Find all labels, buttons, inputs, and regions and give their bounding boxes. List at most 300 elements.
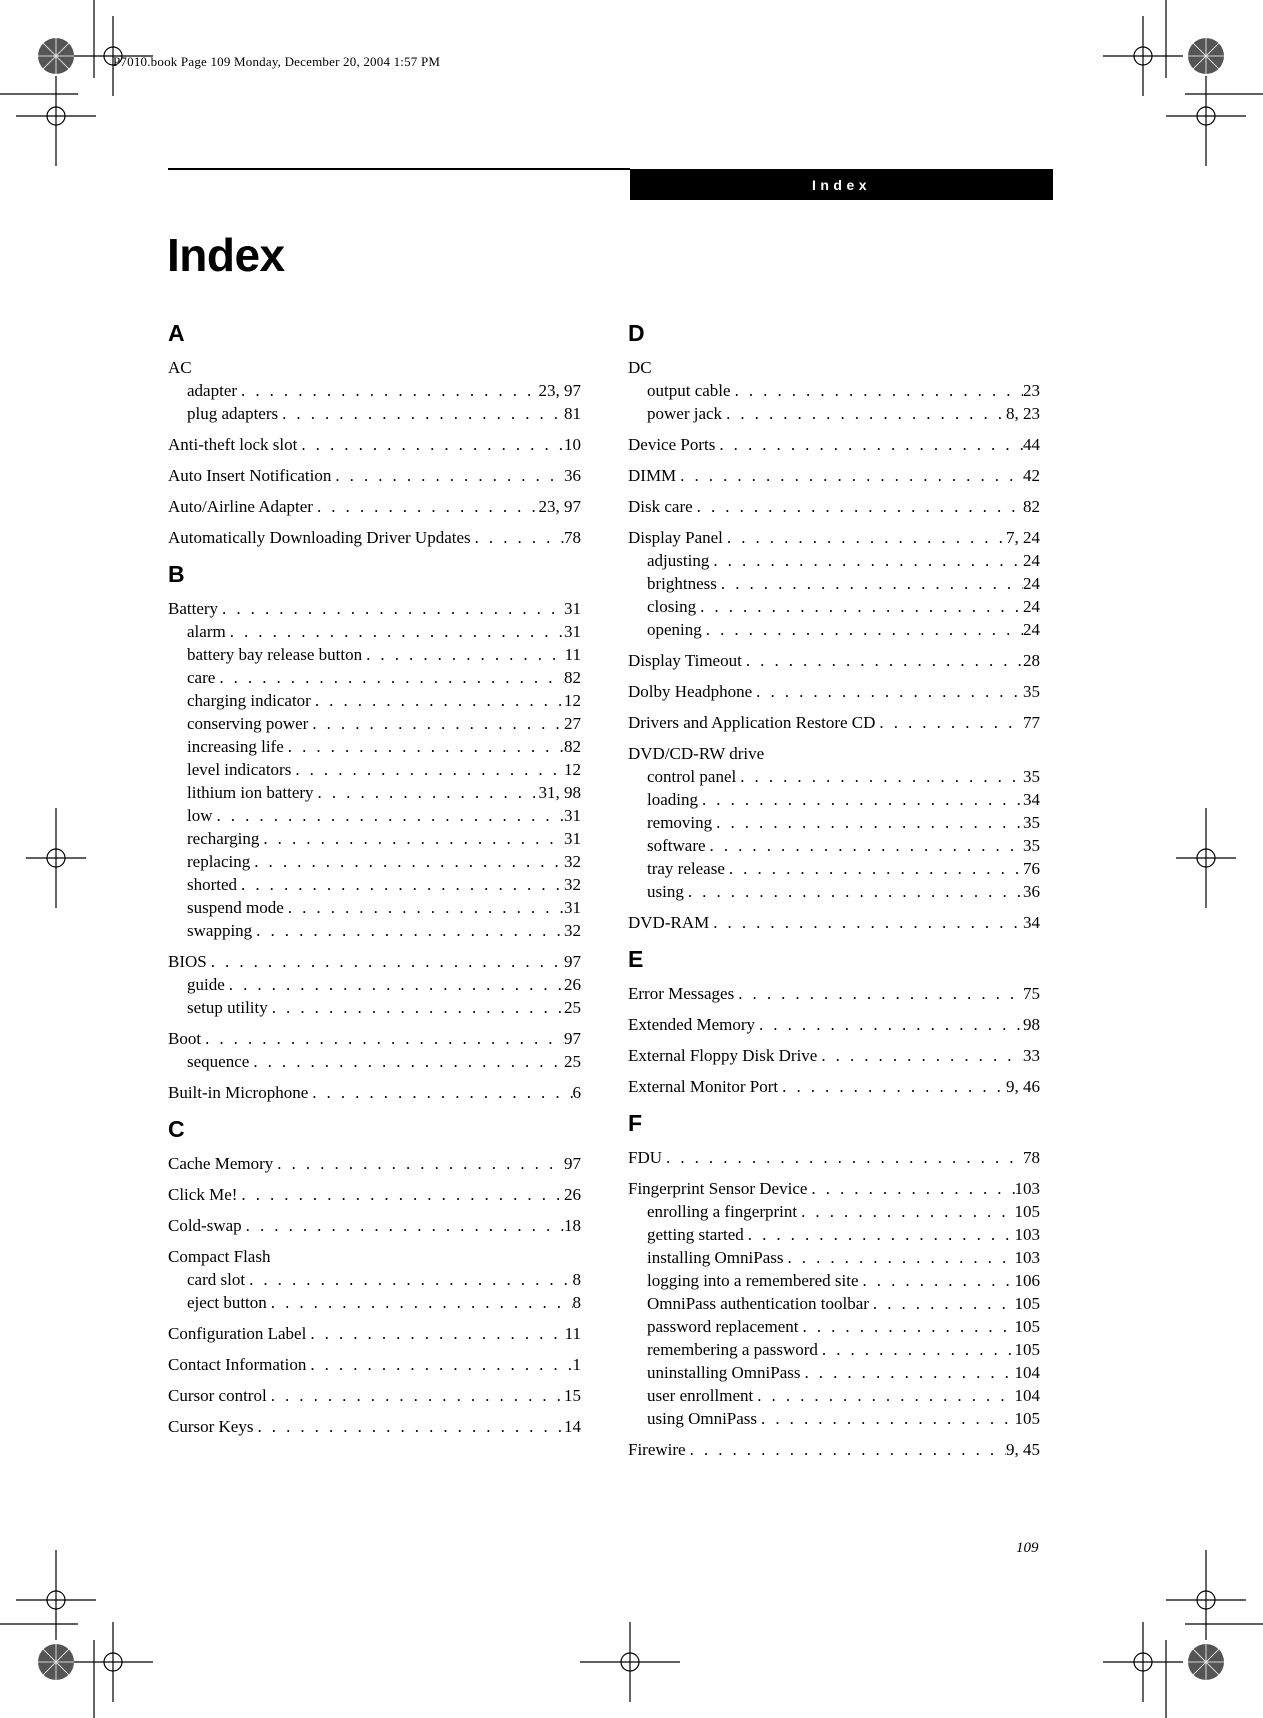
index-term: Extended Memory xyxy=(628,1015,755,1034)
index-entry xyxy=(168,1415,581,1438)
index-entry-group xyxy=(168,495,581,518)
index-subentry xyxy=(168,896,581,919)
dot-leader xyxy=(725,857,1023,880)
index-page-ref: 75 xyxy=(1023,984,1040,1003)
index-entry xyxy=(168,1183,581,1206)
index-term: Drivers and Application Restore CD xyxy=(628,713,876,732)
index-subentry xyxy=(168,758,581,781)
index-page-ref: 103 xyxy=(1014,1248,1040,1267)
index-entry-group xyxy=(168,1027,581,1073)
dot-leader xyxy=(800,1361,1014,1384)
index-entry-group xyxy=(628,742,1040,903)
index-term: Display Timeout xyxy=(628,651,742,670)
index-subentry xyxy=(168,712,581,735)
index-subentry xyxy=(628,765,1040,788)
index-page-ref: 36 xyxy=(1023,882,1040,901)
index-section-d xyxy=(628,318,1040,934)
index-page-ref: 34 xyxy=(1023,790,1040,809)
index-section-c xyxy=(168,1114,581,1438)
index-subentry xyxy=(168,379,581,402)
index-term: replacing xyxy=(187,852,251,871)
index-term: recharging xyxy=(187,829,260,848)
index-page-ref: 11 xyxy=(564,1324,581,1343)
index-term: loading xyxy=(647,790,698,809)
index-subentry xyxy=(168,1050,581,1073)
index-page-ref: 78 xyxy=(564,528,581,547)
index-page-ref: 105 xyxy=(1014,1202,1040,1221)
dot-leader xyxy=(753,1384,1014,1407)
index-page-ref: 23, 97 xyxy=(538,381,581,400)
index-page-ref: 36 xyxy=(564,466,581,485)
index-page-ref: 103 xyxy=(1014,1179,1040,1198)
dot-leader xyxy=(875,711,1023,734)
index-entry-group xyxy=(168,356,581,425)
index-page-ref: 34 xyxy=(1023,913,1040,932)
index-term: getting started xyxy=(647,1225,744,1244)
dot-leader xyxy=(676,464,1023,487)
index-page-ref: 31, 98 xyxy=(538,783,581,802)
index-page-ref: 106 xyxy=(1014,1271,1040,1290)
index-term: card slot xyxy=(187,1270,246,1289)
index-term: Battery xyxy=(168,599,219,618)
index-subentry xyxy=(168,973,581,996)
index-subentry xyxy=(628,834,1040,857)
index-entry xyxy=(628,433,1040,456)
dot-leader xyxy=(284,735,564,758)
index-entry xyxy=(628,526,1040,549)
dot-leader xyxy=(242,1214,564,1237)
index-page-ref: 35 xyxy=(1023,836,1040,855)
index-entry xyxy=(628,1177,1040,1200)
dot-leader xyxy=(213,804,565,827)
index-entry-group xyxy=(168,597,581,942)
index-page-ref: 44 xyxy=(1023,435,1040,454)
index-term: output cable xyxy=(647,381,731,400)
dot-leader xyxy=(306,1322,564,1345)
index-page-ref: 103 xyxy=(1014,1225,1040,1244)
index-entry xyxy=(628,982,1040,1005)
dot-leader xyxy=(799,1315,1015,1338)
index-entry xyxy=(168,1384,581,1407)
dot-leader xyxy=(662,1146,1023,1169)
dot-leader xyxy=(273,1152,564,1175)
index-page-ref: 25 xyxy=(564,998,581,1017)
dot-leader xyxy=(723,526,1006,549)
index-subentry xyxy=(628,572,1040,595)
index-term: conserving power xyxy=(187,714,309,733)
dot-leader xyxy=(218,597,564,620)
index-subentry xyxy=(628,1315,1040,1338)
index-subentry xyxy=(628,1223,1040,1246)
dot-leader xyxy=(291,758,564,781)
index-subentry xyxy=(628,1200,1040,1223)
index-term: suspend mode xyxy=(187,898,284,917)
index-term: BIOS xyxy=(168,952,207,971)
index-entry-group xyxy=(168,1245,581,1314)
index-section-e xyxy=(628,944,1040,1098)
dot-leader xyxy=(807,1177,1014,1200)
index-subentry xyxy=(628,1269,1040,1292)
index-page-ref: 82 xyxy=(1023,497,1040,516)
index-subentry xyxy=(168,804,581,827)
index-page-ref: 12 xyxy=(564,760,581,779)
dot-leader xyxy=(245,1268,572,1291)
index-term: alarm xyxy=(187,622,226,641)
section-letter: A xyxy=(168,320,185,346)
dot-leader xyxy=(778,1075,1006,1098)
index-page-ref: 97 xyxy=(564,1029,581,1048)
dot-leader xyxy=(859,1269,1015,1292)
index-page-ref: 24 xyxy=(1023,597,1040,616)
index-term: DVD/CD-RW drive xyxy=(628,744,765,763)
dot-leader xyxy=(734,982,1023,1005)
dot-leader xyxy=(249,1050,564,1073)
dot-leader xyxy=(693,495,1023,518)
index-page-ref: 97 xyxy=(564,952,581,971)
index-entry xyxy=(168,1245,581,1268)
index-term: DVD-RAM xyxy=(628,913,710,932)
index-subentry xyxy=(628,402,1040,425)
index-page-ref: 31 xyxy=(564,829,581,848)
index-term: Boot xyxy=(168,1029,202,1048)
dot-leader xyxy=(731,379,1023,402)
index-term: Auto Insert Notification xyxy=(168,466,332,485)
index-term: guide xyxy=(187,975,225,994)
index-term: enrolling a fingerprint xyxy=(647,1202,798,1221)
index-page-ref: 25 xyxy=(564,1052,581,1071)
index-subentry xyxy=(168,919,581,942)
index-term: removing xyxy=(647,813,713,832)
index-term: adapter xyxy=(187,381,238,400)
dot-leader xyxy=(314,781,539,804)
index-page-ref: 24 xyxy=(1023,551,1040,570)
index-entry-group xyxy=(168,464,581,487)
index-entry-group xyxy=(628,1013,1040,1036)
index-column-left xyxy=(168,318,581,1448)
dot-leader xyxy=(306,1353,572,1376)
index-entry xyxy=(168,526,581,549)
index-page-ref: 77 xyxy=(1023,713,1040,732)
dot-leader xyxy=(252,919,564,942)
dot-leader xyxy=(311,689,564,712)
index-term: care xyxy=(187,668,216,687)
dot-leader xyxy=(702,618,1023,641)
index-term: Contact Information xyxy=(168,1355,307,1374)
index-entry xyxy=(628,711,1040,734)
index-page-ref: 12 xyxy=(564,691,581,710)
index-page-ref: 35 xyxy=(1023,682,1040,701)
section-letter: D xyxy=(628,320,645,346)
dot-leader xyxy=(331,464,564,487)
index-subentry xyxy=(168,827,581,850)
index-page-ref: 6 xyxy=(572,1083,581,1102)
index-term: low xyxy=(187,806,213,825)
section-letter: B xyxy=(168,561,185,587)
index-entry-group xyxy=(168,950,581,1019)
index-entry xyxy=(168,597,581,620)
index-entry xyxy=(628,464,1040,487)
index-term: swapping xyxy=(187,921,253,940)
index-page-ref: 97 xyxy=(564,1154,581,1173)
index-subentry xyxy=(628,1292,1040,1315)
index-term: uninstalling OmniPass xyxy=(647,1363,801,1382)
index-page-ref: 98 xyxy=(1023,1015,1040,1034)
dot-leader xyxy=(686,1438,1006,1461)
index-entry-group xyxy=(628,1075,1040,1098)
index-entry-group xyxy=(168,1214,581,1237)
index-term: Cursor Keys xyxy=(168,1417,254,1436)
index-subentry xyxy=(168,781,581,804)
index-entry-group xyxy=(168,1384,581,1407)
index-subentry xyxy=(168,643,581,666)
dot-leader xyxy=(755,1013,1023,1036)
index-entry xyxy=(168,1214,581,1237)
index-subentry xyxy=(628,1246,1040,1269)
index-term: brightness xyxy=(647,574,717,593)
index-page-ref: 82 xyxy=(564,737,581,756)
index-subentry xyxy=(628,618,1040,641)
index-subentry xyxy=(628,379,1040,402)
dot-leader xyxy=(783,1246,1014,1269)
index-entry-group xyxy=(628,495,1040,518)
index-subentry xyxy=(168,850,581,873)
dot-leader xyxy=(278,402,564,425)
index-entry xyxy=(168,950,581,973)
index-page-ref: 27 xyxy=(564,714,581,733)
index-term: Fingerprint Sensor Device xyxy=(628,1179,808,1198)
index-page-ref: 28 xyxy=(1023,651,1040,670)
index-entry-group xyxy=(168,1322,581,1345)
index-term: Configuration Label xyxy=(168,1324,307,1343)
index-term: tray release xyxy=(647,859,725,878)
index-subentry xyxy=(168,620,581,643)
index-page-ref: 76 xyxy=(1023,859,1040,878)
dot-leader xyxy=(308,712,564,735)
index-subentry xyxy=(168,996,581,1019)
index-entry-group xyxy=(628,433,1040,456)
index-term: software xyxy=(647,836,706,855)
index-term: plug adapters xyxy=(187,404,279,423)
index-term: Cold-swap xyxy=(168,1216,242,1235)
index-term: control panel xyxy=(647,767,737,786)
index-subentry xyxy=(168,402,581,425)
index-entry-group xyxy=(168,1353,581,1376)
index-entry xyxy=(628,495,1040,518)
dot-leader xyxy=(742,649,1023,672)
dot-leader xyxy=(250,850,564,873)
index-section-b xyxy=(168,559,581,1104)
index-entry-group xyxy=(628,1177,1040,1430)
dot-leader xyxy=(267,1384,564,1407)
dot-leader xyxy=(717,572,1023,595)
index-page-ref: 31 xyxy=(564,599,581,618)
index-entry-group xyxy=(168,526,581,549)
index-term: Anti-theft lock slot xyxy=(168,435,298,454)
dot-leader xyxy=(706,834,1023,857)
index-term: sequence xyxy=(187,1052,250,1071)
index-page-ref: 105 xyxy=(1014,1340,1040,1359)
index-page-ref: 105 xyxy=(1014,1317,1040,1336)
index-page-ref: 24 xyxy=(1023,574,1040,593)
dot-leader xyxy=(752,680,1023,703)
index-entry-group xyxy=(628,911,1040,934)
index-page-ref: 31 xyxy=(564,806,581,825)
dot-leader xyxy=(696,595,1023,618)
dot-leader xyxy=(207,950,564,973)
index-page-ref: 10 xyxy=(564,435,581,454)
index-term: Cursor control xyxy=(168,1386,267,1405)
index-page-ref: 9, 46 xyxy=(1006,1077,1040,1096)
index-term: battery bay release button xyxy=(187,645,363,664)
dot-leader xyxy=(225,973,564,996)
dot-leader xyxy=(268,996,564,1019)
index-entry xyxy=(628,1146,1040,1169)
index-page-ref: 81 xyxy=(564,404,581,423)
index-term: Compact Flash xyxy=(168,1247,271,1266)
index-entry-group xyxy=(628,680,1040,703)
index-term: remembering a password xyxy=(647,1340,818,1359)
index-subentry xyxy=(628,549,1040,572)
dot-leader xyxy=(869,1292,1015,1315)
index-subentry xyxy=(168,1291,581,1314)
page-number: 109 xyxy=(1016,1540,1039,1556)
index-subentry xyxy=(168,689,581,712)
index-subentry xyxy=(628,788,1040,811)
index-term: shorted xyxy=(187,875,238,894)
section-letter: E xyxy=(628,946,644,972)
index-page-ref: 24 xyxy=(1023,620,1040,639)
index-term: charging indicator xyxy=(187,691,311,710)
index-entry-group xyxy=(628,1146,1040,1169)
index-subentry xyxy=(628,880,1040,903)
header-rule xyxy=(168,168,630,170)
dot-leader xyxy=(237,1183,564,1206)
dot-leader xyxy=(215,666,564,689)
index-section-a xyxy=(168,318,581,549)
index-page-ref: 35 xyxy=(1023,767,1040,786)
dot-leader xyxy=(267,1291,573,1314)
index-entry xyxy=(168,1027,581,1050)
index-entry xyxy=(628,1075,1040,1098)
index-entry-group xyxy=(628,526,1040,641)
index-term: OmniPass authentication toolbar xyxy=(647,1294,869,1313)
index-page-ref: 11 xyxy=(564,645,581,664)
index-term: Automatically Downloading Driver Updates xyxy=(168,528,471,547)
index-entry xyxy=(628,742,1040,765)
index-entry xyxy=(628,649,1040,672)
page-title: Index xyxy=(167,229,285,281)
index-page-ref: 9, 45 xyxy=(1006,1440,1040,1459)
index-page-ref: 32 xyxy=(564,875,581,894)
index-entry-group xyxy=(628,982,1040,1005)
index-term: Device Ports xyxy=(628,435,716,454)
index-term: logging into a remembered site xyxy=(647,1271,859,1290)
dot-leader xyxy=(201,1027,564,1050)
index-entry-group xyxy=(168,1152,581,1175)
index-page-ref: 42 xyxy=(1023,466,1040,485)
index-entry xyxy=(628,911,1040,934)
index-term: eject button xyxy=(187,1293,267,1312)
dot-leader xyxy=(237,379,538,402)
index-term: Built-in Microphone xyxy=(168,1083,309,1102)
index-term: Cache Memory xyxy=(168,1154,274,1173)
dot-leader xyxy=(818,1338,1015,1361)
dot-leader xyxy=(237,873,564,896)
index-page-ref: 26 xyxy=(564,975,581,994)
index-entry-group xyxy=(168,433,581,456)
index-entry xyxy=(628,1044,1040,1067)
index-term: setup utility xyxy=(187,998,268,1017)
dot-leader xyxy=(362,643,565,666)
index-entry-group xyxy=(628,356,1040,425)
dot-leader xyxy=(744,1223,1015,1246)
index-entry xyxy=(168,464,581,487)
index-entry xyxy=(168,433,581,456)
index-term: Error Messages xyxy=(628,984,735,1003)
dot-leader xyxy=(684,880,1023,903)
index-page-ref: 15 xyxy=(564,1386,581,1405)
index-term: DIMM xyxy=(628,466,677,485)
index-page-ref: 8 xyxy=(572,1293,581,1312)
index-entry xyxy=(168,1353,581,1376)
index-page-ref: 32 xyxy=(564,921,581,940)
index-page-ref: 7, 24 xyxy=(1006,528,1040,547)
index-page-ref: 26 xyxy=(564,1185,581,1204)
index-term: level indicators xyxy=(187,760,292,779)
index-subentry xyxy=(168,873,581,896)
index-column-right xyxy=(628,318,1040,1471)
index-page-ref: 82 xyxy=(564,668,581,687)
index-entry xyxy=(628,1438,1040,1461)
index-page-ref: 105 xyxy=(1014,1409,1040,1428)
index-term: power jack xyxy=(647,404,723,423)
dot-leader xyxy=(226,620,564,643)
dot-leader xyxy=(709,911,1023,934)
index-term: AC xyxy=(168,358,192,377)
index-entry-group xyxy=(628,1438,1040,1461)
section-letter: F xyxy=(628,1110,643,1136)
index-term: opening xyxy=(647,620,702,639)
index-page-ref: 33 xyxy=(1023,1046,1040,1065)
index-term: lithium ion battery xyxy=(187,783,314,802)
dot-leader xyxy=(259,827,564,850)
index-subentry xyxy=(628,811,1040,834)
index-term: closing xyxy=(647,597,697,616)
index-entry xyxy=(168,356,581,379)
index-term: using xyxy=(647,882,684,901)
running-header: Index xyxy=(630,169,1053,200)
index-subentry xyxy=(628,1407,1040,1430)
index-page-ref: 104 xyxy=(1014,1386,1040,1405)
index-term: DC xyxy=(628,358,652,377)
dot-leader xyxy=(284,896,564,919)
index-page-ref: 23 xyxy=(1023,381,1040,400)
index-entry xyxy=(168,1152,581,1175)
index-subentry xyxy=(628,1384,1040,1407)
index-term: External Monitor Port xyxy=(628,1077,779,1096)
print-slug: P7010.book Page 109 Monday, December 20, 2004 1:57 PM xyxy=(113,54,441,69)
index-subentry xyxy=(168,735,581,758)
index-term: adjusting xyxy=(647,551,710,570)
index-term: FDU xyxy=(628,1148,663,1167)
dot-leader xyxy=(757,1407,1014,1430)
index-page-ref: 8 xyxy=(572,1270,581,1289)
index-page-ref: 31 xyxy=(564,622,581,641)
index-entry xyxy=(168,495,581,518)
index-entry-group xyxy=(168,1415,581,1438)
dot-leader xyxy=(313,495,539,518)
index-section-f xyxy=(628,1108,1040,1461)
